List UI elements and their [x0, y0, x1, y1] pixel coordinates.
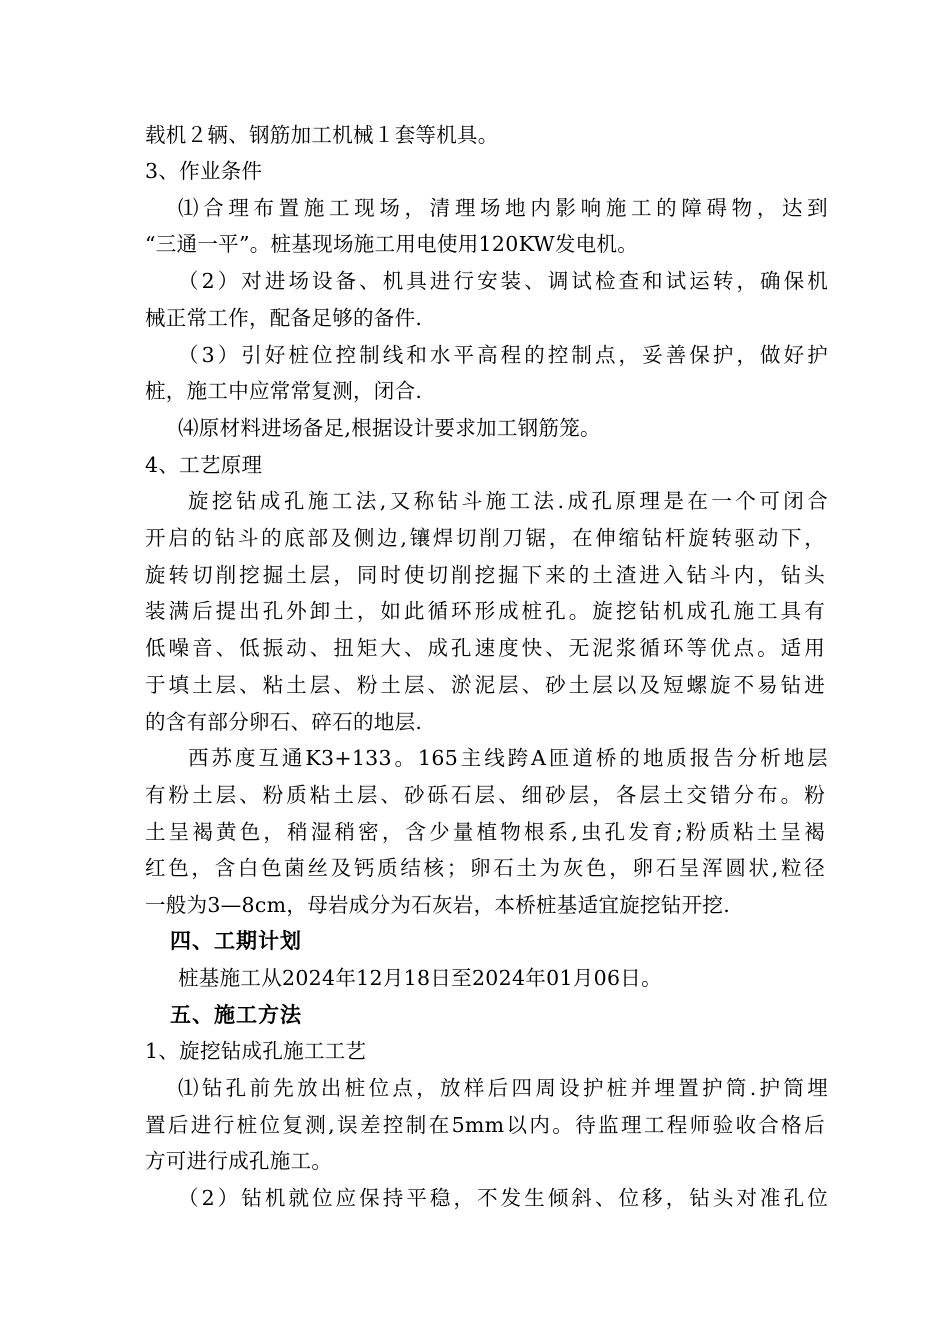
text-line: 置后进行桩位复测,误差控制在5mm以内。待监理工程师验收合格后: [145, 1113, 825, 1137]
text-line: 有粉土层、粉质粘土层、砂砾石层、细砂层，各层土交错分布。粉: [145, 783, 825, 807]
text-line: 低噪音、低振动、扭矩大、成孔速度快、无泥浆循环等优点。适用: [145, 636, 825, 660]
section-heading: 3、作业条件: [145, 159, 263, 183]
text-line: “三通一平”。桩基现场施工用电使用120KW发电机。: [145, 232, 639, 256]
text-line: 载机２辆、钢筋加工机械１套等机具。: [145, 123, 499, 147]
text-line: 桩基施工从2024年12月18日至2024年01月06日。: [178, 966, 662, 990]
text-line: 于填土层、粘土层、粉土层、淤泥层、砂土层以及短螺旋不易钻进: [145, 673, 825, 697]
text-line: ⑴钻孔前先放出桩位点，放样后四周设护桩并埋置护筒.护筒埋: [178, 1076, 828, 1100]
chapter-heading: 四、工期计划: [170, 929, 302, 953]
text-line: 桩，施工中应常常复测，闭合.: [145, 379, 423, 403]
text-line: 械正常工作，配备足够的备件.: [145, 306, 423, 330]
chapter-heading: 五、施工方法: [170, 1003, 302, 1027]
section-heading: 1、旋挖钻成孔施工工艺: [145, 1039, 367, 1063]
text-line: （2）对进场设备、机具进行安装、调试检查和试运转，确保机: [178, 269, 828, 293]
text-line: 红色，含白色菌丝及钙质结核；卵石土为灰色，卵石呈浑圆状,粒径: [145, 856, 825, 880]
text-line: 开启的钻斗的底部及侧边,镶焊切削刀锯，在伸缩钻杆旋转驱动下，: [145, 526, 825, 550]
section-heading: 4、工艺原理: [145, 453, 263, 477]
text-line: （3）引好桩位控制线和水平高程的控制点，妥善保护，做好护: [178, 343, 828, 367]
text-line: 西苏度互通K3+133。165主线跨A匝道桥的地质报告分析地层: [188, 746, 828, 770]
text-line: 装满后提出孔外卸土，如此循环形成桩孔。旋挖钻机成孔施工具有: [145, 599, 825, 623]
text-line: 旋挖钻成孔施工法,又称钻斗施工法.成孔原理是在一个可闭合: [188, 489, 828, 513]
text-line: 旋转切削挖掘土层，同时使切削挖掘下来的土渣进入钻斗内，钻头: [145, 563, 825, 587]
text-line: 土呈褐黄色，稍湿稍密，含少量植物根系,虫孔发育;粉质粘土呈褐: [145, 820, 825, 844]
text-line: ⑷原材料进场备足,根据设计要求加工钢筋笼。: [178, 416, 601, 440]
text-line: 一般为3—8cm，母岩成分为石灰岩，本桥桩基适宜旋挖钻开挖.: [145, 893, 731, 917]
text-line: 的含有部分卵石、碎石的地层.: [145, 710, 423, 734]
text-line: 方可进行成孔施工。: [145, 1149, 333, 1173]
text-line: （2）钻机就位应保持平稳，不发生倾斜、位移，钻头对准孔位: [178, 1186, 828, 1210]
text-line: ⑴合理布置施工现场，清理场地内影响施工的障碍物，达到: [178, 196, 828, 220]
